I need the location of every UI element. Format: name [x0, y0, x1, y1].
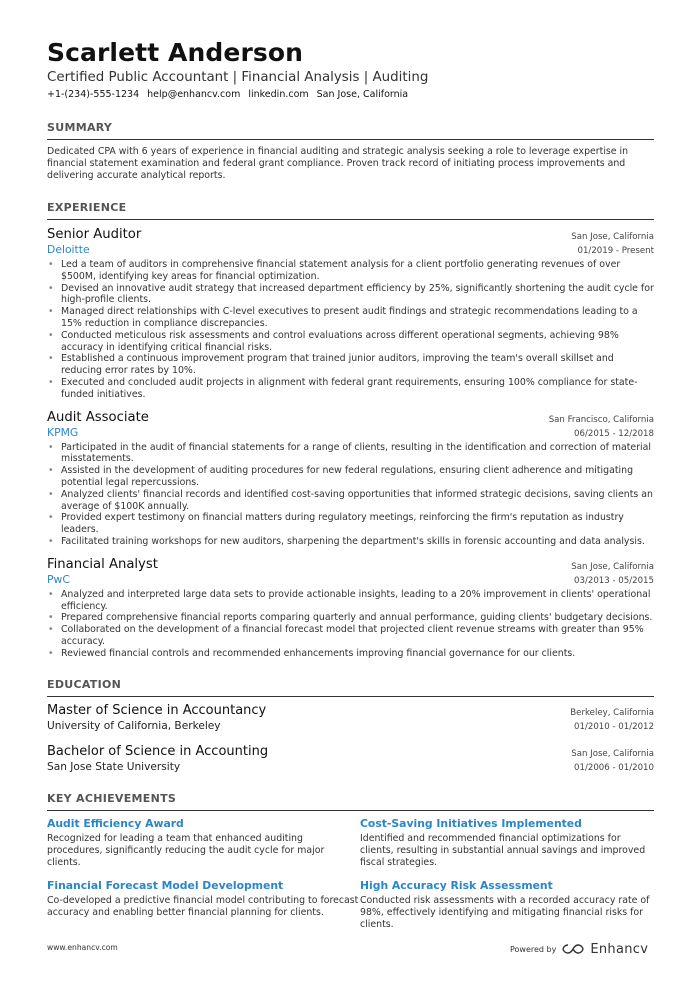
footer-site-link[interactable]: www.enhancv.com — [47, 943, 118, 952]
summary-text: Dedicated CPA with 6 years of experience in financial auditing and strategic analysis seeking a role to leverage expertise in financial statement examination and federal grant compliance. Proven track record of initiating process improvements and delivering accurate analytical reports. — [47, 146, 629, 181]
education-heading: EDUCATION — [47, 677, 122, 691]
bullet-item: • Analyzed and interpreted large data sets to provide actionable insights, leading to a 20% improvement in clients' operational efficiency. — [48, 588, 651, 612]
summary-divider — [47, 139, 654, 140]
contact-location: San Jose, California — [316, 89, 409, 100]
powered-by-label: Powered by — [510, 945, 557, 954]
job-location: San Francisco, California — [548, 414, 654, 425]
achievement-description: Co-developed a predictive financial model contributing to forecast accuracy and enabling better financial planning for clients. — [47, 894, 359, 918]
bullet-item: • Led a team of auditors in comprehensive financial statement analysis for a client portfolio generating revenues of over $500M, identifying key areas for financial optimization. — [48, 259, 621, 282]
bullet-item: • Executed and concluded audit projects in alignment with federal grant requirements, ensuring 100% compliance for state-funded initiatives. — [48, 376, 638, 400]
achievement-item — [360, 817, 654, 869]
candidate-headline: Certified Public Accountant | Financial Analysis | Auditing — [47, 70, 429, 85]
school-name: University of California, Berkeley — [47, 719, 221, 732]
bullet-item: • Provided expert testimony on financial matters during regulatory meetings, reinforcing the firm's reputation as industry leaders. — [48, 512, 624, 536]
job-bullets — [47, 259, 654, 401]
job-bullets — [47, 589, 654, 660]
education-dates: 01/2010 - 01/2012 — [574, 721, 654, 732]
job-title: Audit Associate — [47, 409, 149, 425]
job-title: Senior Auditor — [47, 227, 142, 242]
achievement-title: Audit Efficiency Award — [47, 816, 184, 830]
achievement-title: High Accuracy Risk Assessment — [360, 878, 553, 892]
achievements-grid — [47, 817, 654, 931]
job-title: Financial Analyst — [47, 556, 158, 572]
school-name: San Jose State University — [47, 760, 181, 773]
achievement-description: Recognized for leading a team that enhanced auditing procedures, significantly reducing the audit cycle for major clients. — [47, 832, 325, 868]
summary-heading: SUMMARY — [47, 121, 113, 134]
experience-list — [47, 226, 654, 660]
achievement-item — [360, 879, 654, 931]
bullet-item: • Devised an innovative audit strategy that increased department efficiency by 25%, significantly shortening the audit cycle for high-profile clients. — [48, 282, 654, 306]
job-dates: 06/2015 - 12/2018 — [574, 428, 654, 439]
bullet-item: • Assisted in the development of auditing procedures for new federal regulations, ensuring client adherence and mitigating potential legal repercussions. — [48, 465, 634, 488]
job-entry — [47, 409, 654, 548]
achievements-divider — [47, 810, 654, 811]
job-location: San Jose, California — [571, 232, 654, 242]
footer-brand[interactable] — [510, 940, 648, 959]
enhancv-logo-icon — [562, 940, 584, 959]
education-divider — [47, 696, 654, 697]
job-bullets — [47, 442, 654, 548]
contact-phone[interactable]: +1-(234)-555-1234 — [47, 89, 140, 100]
bullet-item: • Facilitated training workshops for new auditors, sharpening the department's skills in forensic accounting and data analysis. — [48, 535, 645, 547]
brand-name: Enhancv — [590, 942, 649, 957]
job-company[interactable]: KPMG — [47, 425, 79, 439]
degree-title: Bachelor of Science in Accounting — [47, 743, 269, 759]
contact-email[interactable]: help@enhancv.com — [147, 89, 241, 100]
contact-linkedin[interactable]: linkedin.com — [248, 89, 309, 100]
bullet-item: • Prepared comprehensive financial reports comparing quarterly and annual performance, guiding clients' budgetary decisions. — [48, 612, 653, 624]
achievement-description: Identified and recommended financial optimizations for clients, resulting in substantial annual savings and improved fiscal strategies. — [360, 832, 646, 868]
bullet-item: • Collaborated on the development of a financial forecast model that projected client revenue streams with greater than 95% accuracy. — [48, 624, 644, 647]
job-dates: 03/2013 - 05/2015 — [574, 575, 654, 586]
achievements-heading: KEY ACHIEVEMENTS — [47, 791, 177, 805]
achievement-title: Financial Forecast Model Development — [47, 878, 284, 892]
achievement-title: Cost-Saving Initiatives Implemented — [360, 816, 582, 830]
achievement-item — [47, 879, 360, 931]
job-company[interactable]: PwC — [47, 572, 70, 586]
experience-divider — [47, 219, 654, 220]
candidate-name: Scarlett Anderson — [47, 38, 304, 67]
job-company[interactable]: Deloitte — [47, 243, 90, 256]
education-location: San Jose, California — [571, 748, 654, 759]
experience-heading: EXPERIENCE — [47, 201, 127, 214]
job-dates: 01/2019 - Present — [577, 246, 654, 256]
contact-line — [47, 88, 654, 101]
degree-title: Master of Science in Accountancy — [47, 702, 267, 718]
achievement-item — [47, 817, 360, 869]
bullet-item: • Established a continuous improvement program that trained junior auditors, improving the team's overall skillset and reducing error rates by 10%. — [48, 353, 614, 377]
education-location: Berkeley, California — [570, 707, 654, 718]
resume-page — [47, 38, 654, 931]
bullet-item: • Analyzed clients' financial records and identified cost-saving opportunities that informed strategic decisions, saving clients an average of $100K annually. — [48, 488, 653, 512]
education-entry — [47, 743, 654, 774]
achievement-description: Conducted risk assessments with a recorded accuracy rate of 98%, effectively identifying and mitigating financial risks for clients. — [360, 894, 650, 930]
bullet-item: • Conducted meticulous risk assessments and control evaluations across different operational segments, achieving 98% accuracy in identifying critical financial risks. — [48, 329, 619, 353]
job-entry — [47, 226, 654, 401]
bullet-item: • Participated in the audit of financial statements for a range of clients, resulting in the identification and correction of material misstatements. — [48, 441, 651, 465]
education-dates: 01/2006 - 01/2010 — [574, 762, 654, 773]
education-entry — [47, 702, 654, 733]
bullet-item: • Managed direct relationships with C-level executives to present audit findings and strategic recommendations leading to a 15% reduction in compliance discrepancies. — [48, 306, 638, 329]
job-entry — [47, 556, 654, 660]
job-location: San Jose, California — [571, 561, 654, 572]
bullet-item: • Reviewed financial controls and recommended enhancements improving financial governance for our clients. — [48, 647, 576, 659]
